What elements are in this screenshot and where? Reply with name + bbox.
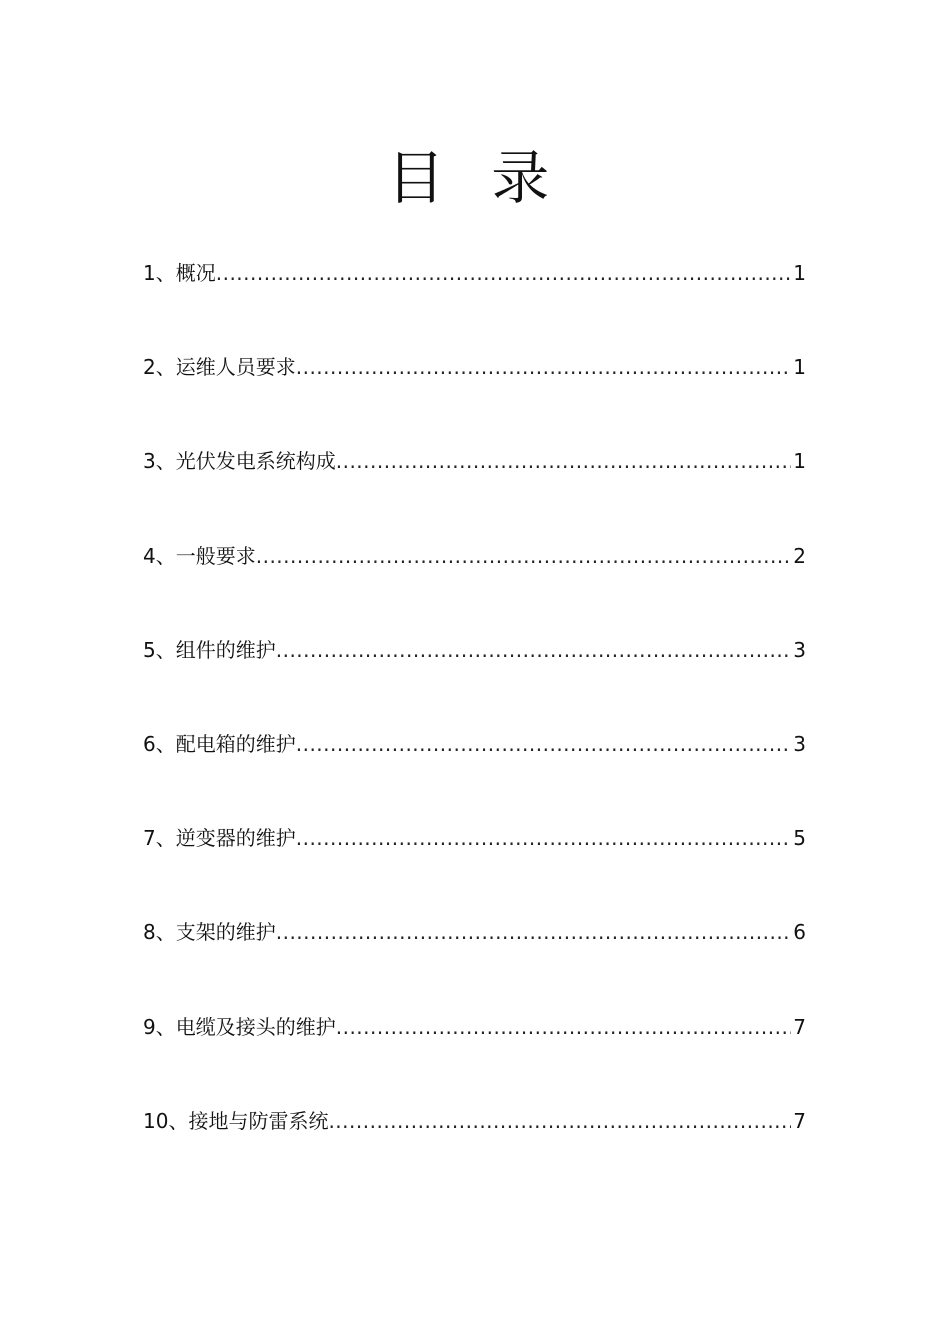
toc-dot-leader	[256, 539, 792, 573]
toc-dot-leader	[216, 256, 792, 290]
toc-entry-label: 7、逆变器的维护	[143, 826, 296, 851]
toc-entry-label: 5、组件的维护	[143, 637, 276, 662]
toc-entry-page-number: 5	[793, 826, 806, 851]
toc-entry-9[interactable]	[143, 1010, 806, 1104]
toc-entry-7[interactable]	[143, 821, 806, 915]
toc-entry-page-number: 3	[793, 731, 806, 756]
toc-entry-page-number: 6	[793, 920, 806, 945]
toc-entry-page-number: 1	[793, 261, 806, 285]
toc-entry-page-number: 3	[793, 637, 806, 662]
toc-entry-label: 9、电缆及接头的维护	[143, 1014, 336, 1039]
toc-dot-leader	[296, 350, 792, 384]
page-title: 目 录	[386, 144, 564, 212]
toc-entry-label: 3、光伏发电系统构成	[143, 449, 336, 474]
toc-dot-leader	[276, 915, 792, 949]
toc-entry-8[interactable]	[143, 915, 806, 1009]
toc-dot-leader	[328, 1104, 791, 1138]
toc-entry-1[interactable]	[143, 256, 806, 350]
toc-entry-label: 8、支架的维护	[143, 920, 276, 945]
toc-dot-leader	[296, 727, 792, 761]
toc-dot-leader	[276, 633, 792, 667]
toc-entry-label: 2、运维人员要求	[143, 355, 296, 380]
toc-dot-leader	[296, 821, 792, 855]
toc-entry-page-number: 1	[793, 449, 806, 474]
toc-dot-leader	[336, 1010, 792, 1044]
toc-entry-4[interactable]	[143, 539, 806, 633]
table-of-contents	[143, 256, 806, 1198]
toc-dot-leader	[336, 444, 792, 478]
toc-entry-page-number: 7	[793, 1014, 806, 1039]
toc-entry-6[interactable]	[143, 727, 806, 821]
toc-entry-label: 1、概况	[143, 261, 216, 285]
toc-entry-page-number: 7	[793, 1108, 806, 1133]
toc-entry-label: 6、配电箱的维护	[143, 731, 296, 756]
toc-entry-page-number: 1	[793, 355, 806, 380]
toc-entry-page-number: 2	[793, 543, 806, 568]
toc-entry-3[interactable]	[143, 444, 806, 538]
toc-entry-label: 4、一般要求	[143, 543, 256, 568]
toc-entry-10[interactable]	[143, 1104, 806, 1198]
toc-entry-2[interactable]	[143, 350, 806, 444]
toc-entry-5[interactable]	[143, 633, 806, 727]
toc-entry-label: 10、接地与防雷系统	[143, 1108, 329, 1133]
